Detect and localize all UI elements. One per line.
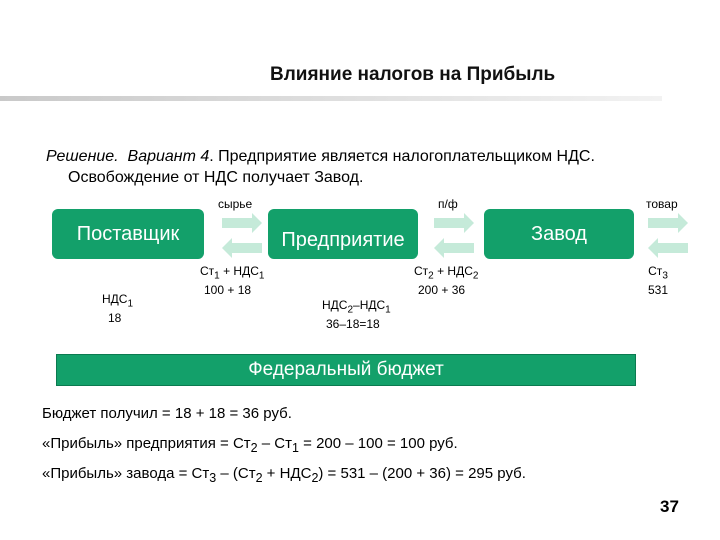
factory-label: Завод — [531, 222, 587, 245]
result-line-3 — [42, 465, 526, 485]
factory-box — [484, 209, 634, 259]
r2-s1: 2 — [250, 441, 258, 455]
r3-b: – (Ст — [216, 465, 256, 482]
cost-label: Ст — [414, 264, 429, 278]
r2-c: = 200 – 100 = 100 руб. — [298, 435, 458, 452]
r3-s2: 2 — [255, 471, 263, 485]
semi-label: п/ф — [438, 197, 458, 211]
factory-cost-value: 200 + 36 — [418, 283, 466, 298]
r3-s1: 3 — [209, 471, 217, 485]
slide-title: Влияние налогов на Прибыль — [270, 64, 556, 85]
solution-label: Решение. — [46, 148, 119, 165]
r3-s3: 2 — [311, 471, 319, 485]
federal-budget-box — [56, 354, 636, 386]
cost-sub2: 1 — [258, 270, 265, 282]
goods-cost-sub: 3 — [662, 270, 668, 282]
supplier-vat — [102, 292, 133, 325]
arrow-right-3 — [648, 218, 678, 228]
cost-sub2: 2 — [472, 270, 479, 282]
supplier-box — [52, 209, 204, 259]
r3-c: + НДС — [262, 465, 312, 482]
vat-label: НДС — [102, 292, 128, 306]
cost-sub: 2 — [428, 270, 434, 282]
supplier-vat-value: 18 — [108, 311, 122, 326]
intro-line2: Освобождение от НДС получает Завод. — [68, 169, 364, 186]
intro-line1: . Предприятие является налогоплательщиком НДС. — [209, 148, 595, 165]
page-number: 37 — [660, 497, 679, 516]
arrow-left-3 — [658, 243, 688, 253]
supplier-label: Поставщик — [76, 222, 180, 245]
r2-a: «Прибыль» предприятия = Ст — [42, 435, 251, 452]
cost-plus: + НДС — [433, 264, 473, 278]
goods-cost — [648, 264, 668, 297]
r2-s2: 1 — [292, 441, 299, 455]
goods-cost-label: Ст — [648, 264, 663, 278]
r3-d: ) = 531 – (200 + 36) = 295 руб. — [318, 465, 526, 482]
r3-a: «Прибыль» завода = Ст — [42, 465, 210, 482]
raw-label: сырье — [218, 197, 253, 211]
arrow-right-2 — [434, 218, 464, 228]
vat-diff-value: 36–18=18 — [326, 317, 380, 332]
enterprise-cost — [200, 264, 264, 297]
vat-a: НДС — [322, 298, 348, 312]
vat-sub-b: 1 — [385, 304, 391, 316]
result-line-1: Бюджет получил = 18 + 18 = 36 руб. — [42, 405, 292, 422]
r2-b: – Ст — [257, 435, 293, 452]
factory-cost — [414, 264, 478, 297]
title-underline — [0, 96, 662, 101]
arrow-left-2 — [444, 243, 474, 253]
arrow-left-1 — [232, 243, 262, 253]
cost-sub: 1 — [214, 270, 220, 282]
arrow-right-1 — [222, 218, 252, 228]
goods-cost-value: 531 — [648, 283, 669, 298]
vat-sub-a: 2 — [347, 304, 354, 316]
result-line-2 — [42, 435, 458, 455]
enterprise-cost-value: 100 + 18 — [204, 283, 252, 298]
vat-dash: –НДС — [353, 298, 386, 312]
enterprise-label: Предприятие — [281, 228, 405, 251]
vat-difference — [322, 298, 391, 331]
intro-text — [46, 146, 706, 188]
cost-label: Ст — [200, 264, 215, 278]
goods-label: товар — [646, 197, 678, 211]
vat-sub: 1 — [127, 298, 134, 310]
variant-label: Вариант 4 — [127, 148, 210, 165]
cost-plus: + НДС — [219, 264, 259, 278]
federal-budget-label: Федеральный бюджет — [248, 359, 444, 380]
enterprise-box — [268, 209, 418, 259]
